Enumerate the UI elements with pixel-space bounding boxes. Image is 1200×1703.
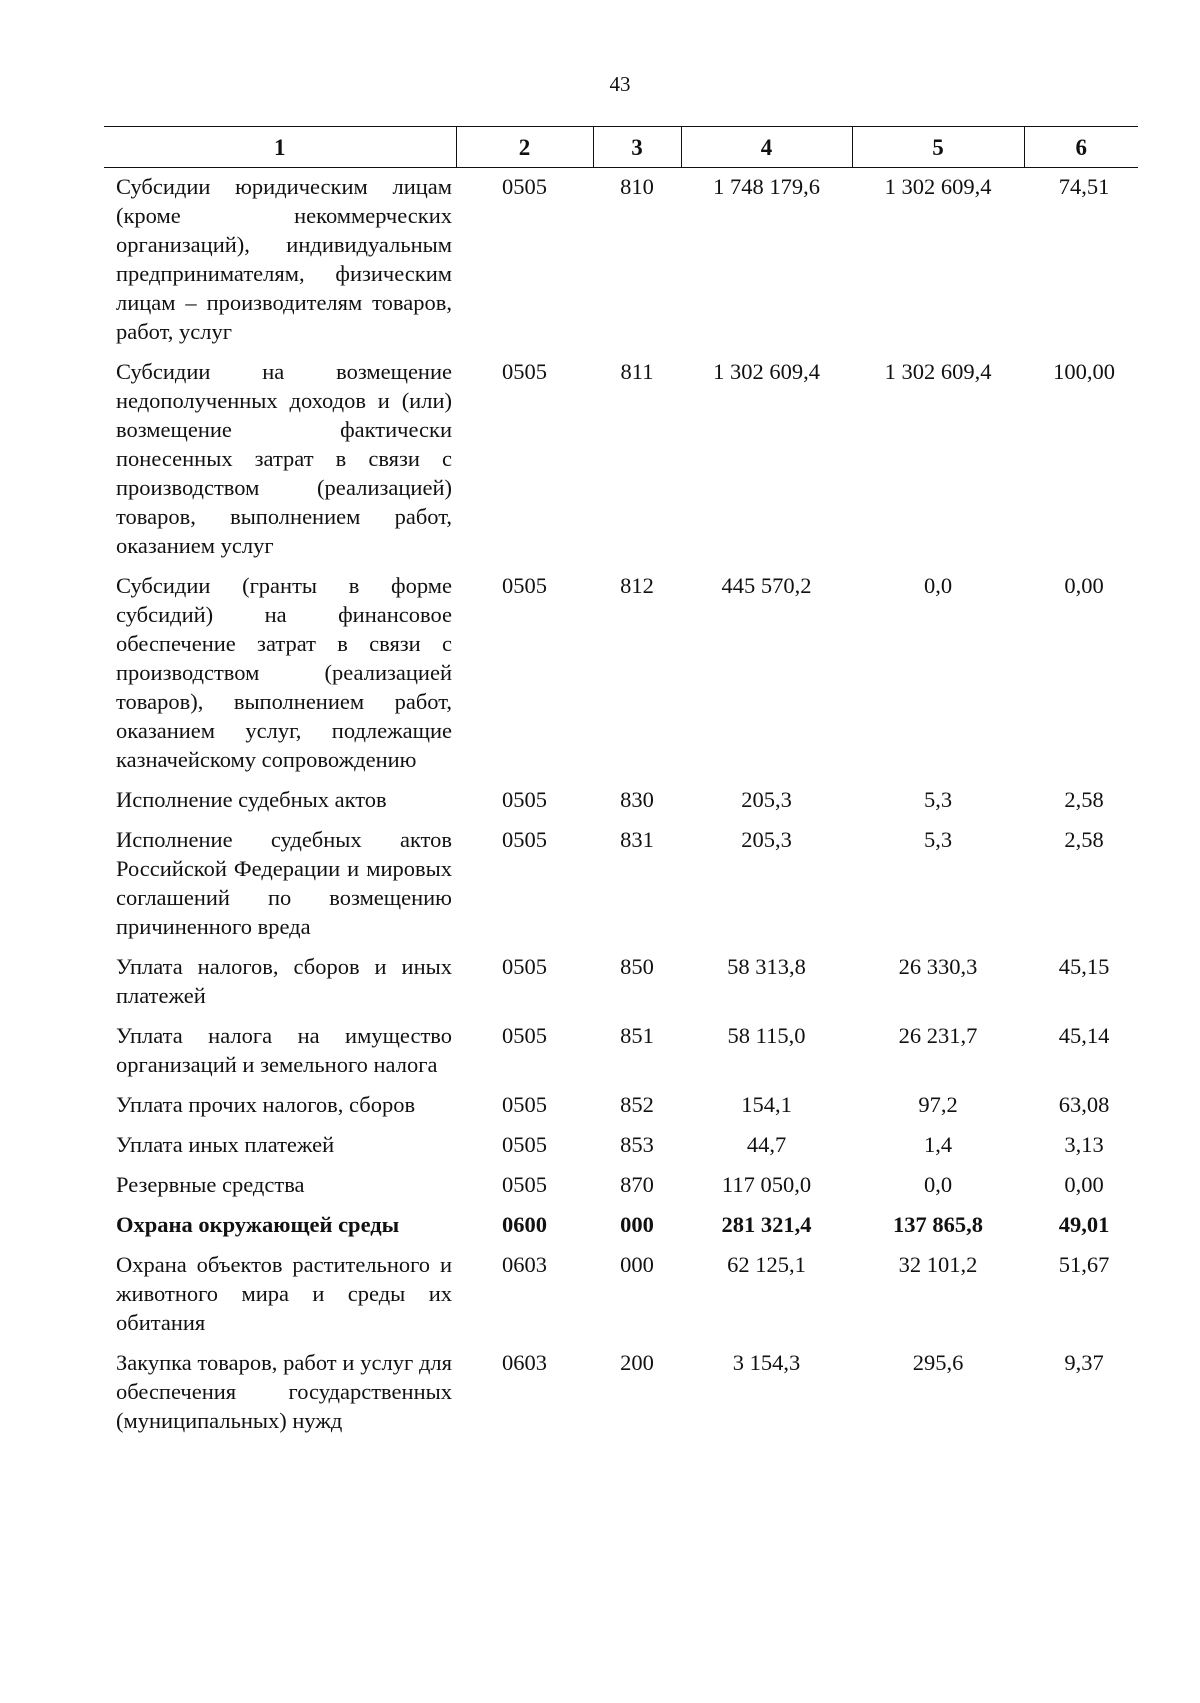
row-planned: 62 125,1	[727, 1252, 806, 1277]
row-planned: 3 154,3	[732, 1350, 801, 1375]
row-expense-type: 870	[620, 1172, 654, 1197]
row-name: Уплата прочих налогов, сборов	[116, 1092, 416, 1117]
row-name: Резервные средства	[116, 1172, 305, 1197]
table-row	[104, 168, 1138, 347]
row-executed: 1 302 609,4	[884, 174, 992, 199]
header-col-6: 6	[1024, 127, 1138, 168]
table-header	[104, 127, 1138, 168]
table-row	[104, 774, 1138, 814]
row-expense-type: 811	[620, 359, 654, 384]
row-section-code: 0505	[502, 573, 547, 598]
row-section-code: 0505	[502, 787, 547, 812]
header-col-3: 3	[593, 127, 681, 168]
header-col-4: 4	[681, 127, 852, 168]
row-section-code: 0505	[502, 174, 547, 199]
table-row	[104, 1199, 1138, 1239]
row-name: Субсидии (гранты в форме субсидий) на финансовое обеспечение затрат в связи с производством (реализацией товаров), выполнением работ, оказанием услуг, подлежащие казначейскому сопровождению	[116, 573, 452, 772]
table-row	[104, 1159, 1138, 1199]
row-percent: 45,14	[1058, 1023, 1110, 1048]
row-planned: 281 321,4	[721, 1212, 812, 1237]
row-expense-type: 850	[620, 954, 654, 979]
row-expense-type: 831	[620, 827, 654, 852]
row-planned: 205,3	[741, 827, 792, 852]
row-percent: 2,58	[1064, 827, 1104, 852]
row-percent: 49,01	[1058, 1212, 1110, 1237]
row-expense-type: 852	[620, 1092, 654, 1117]
row-executed: 26 330,3	[898, 954, 978, 979]
row-executed: 32 101,2	[898, 1252, 978, 1277]
row-expense-type: 830	[620, 787, 654, 812]
row-executed: 137 865,8	[893, 1212, 983, 1237]
row-executed: 1,4	[923, 1132, 953, 1157]
row-name: Исполнение судебных актов	[116, 787, 387, 812]
row-name: Уплата иных платежей	[116, 1132, 335, 1157]
row-planned: 445 570,2	[721, 573, 812, 598]
row-planned: 58 313,8	[727, 954, 806, 979]
table-row	[104, 346, 1138, 560]
row-section-code: 0505	[502, 954, 547, 979]
table-row	[104, 814, 1138, 941]
row-percent: 45,15	[1058, 954, 1110, 979]
row-name: Субсидии на возмещение недополученных доходов и (или) возмещение фактически понесенных затрат в связи с производством (реализацией) товаров, выполнением работ, оказанием услуг	[116, 359, 452, 558]
row-expense-type: 810	[620, 174, 654, 199]
page-number: 43	[609, 72, 631, 96]
table-row	[104, 1079, 1138, 1119]
row-planned: 58 115,0	[727, 1023, 806, 1048]
table-row	[104, 1010, 1138, 1079]
row-section-code: 0600	[502, 1212, 547, 1237]
table-row	[104, 1119, 1138, 1159]
row-executed: 97,2	[918, 1092, 958, 1117]
row-executed: 0,0	[923, 1172, 953, 1197]
row-percent: 0,00	[1064, 1172, 1104, 1197]
row-planned: 117 050,0	[721, 1172, 812, 1197]
row-expense-type: 200	[620, 1350, 654, 1375]
header-row	[104, 127, 1138, 168]
row-section-code: 0603	[502, 1252, 547, 1277]
row-percent: 100,00	[1053, 359, 1115, 384]
row-section-code: 0505	[502, 827, 547, 852]
row-expense-type: 812	[620, 573, 654, 598]
row-name: Уплата налогов, сборов и иных платежей	[116, 954, 452, 1008]
row-name: Закупка товаров, работ и услуг для обеспечения государственных (муниципальных) нужд	[116, 1350, 452, 1433]
row-expense-type: 000	[620, 1212, 654, 1237]
row-name: Исполнение судебных актов Российской Федерации и мировых соглашений по возмещению причиненного вреда	[116, 827, 452, 939]
row-section-code: 0505	[502, 1172, 547, 1197]
row-section-code: 0505	[502, 359, 547, 384]
row-expense-type: 851	[620, 1023, 654, 1048]
row-executed: 295,6	[912, 1350, 964, 1375]
row-percent: 0,00	[1064, 573, 1104, 598]
row-name: Уплата налога на имущество организаций и земельного налога	[116, 1023, 452, 1077]
row-percent: 74,51	[1058, 174, 1110, 199]
row-percent: 51,67	[1058, 1252, 1110, 1277]
row-executed: 0,0	[923, 573, 953, 598]
row-name: Субсидии юридическим лицам (кроме некоммерческих организаций), индивидуальным предпринимателям, физическим лицам – производителям товаров, работ, услуг	[116, 174, 452, 344]
row-planned: 44,7	[746, 1132, 787, 1157]
row-percent: 9,37	[1064, 1350, 1104, 1375]
budget-table	[104, 126, 1138, 1435]
table-row	[104, 941, 1138, 1010]
table-row	[104, 1239, 1138, 1337]
row-executed: 1 302 609,4	[884, 359, 992, 384]
row-section-code: 0603	[502, 1350, 547, 1375]
row-section-code: 0505	[502, 1132, 547, 1157]
budget-table-container	[104, 126, 1138, 1435]
table-row	[104, 1337, 1138, 1435]
header-col-5: 5	[852, 127, 1024, 168]
header-col-2: 2	[456, 127, 593, 168]
row-percent: 2,58	[1064, 787, 1104, 812]
row-name: Охрана окружающей среды	[116, 1212, 400, 1237]
row-percent: 63,08	[1058, 1092, 1110, 1117]
table-row	[104, 560, 1138, 774]
row-executed: 5,3	[923, 827, 953, 852]
header-col-1: 1	[104, 127, 456, 168]
row-planned: 1 302 609,4	[713, 359, 820, 384]
row-expense-type: 853	[620, 1132, 654, 1157]
row-executed: 26 231,7	[898, 1023, 978, 1048]
row-planned: 154,1	[741, 1092, 792, 1117]
row-section-code: 0505	[502, 1092, 547, 1117]
row-planned: 1 748 179,6	[713, 174, 820, 199]
row-expense-type: 000	[620, 1252, 654, 1277]
row-section-code: 0505	[502, 1023, 547, 1048]
row-executed: 5,3	[923, 787, 953, 812]
row-percent: 3,13	[1064, 1132, 1104, 1157]
table-body	[104, 168, 1138, 1436]
row-name: Охрана объектов растительного и животного мира и среды их обитания	[116, 1252, 452, 1335]
row-planned: 205,3	[741, 787, 792, 812]
